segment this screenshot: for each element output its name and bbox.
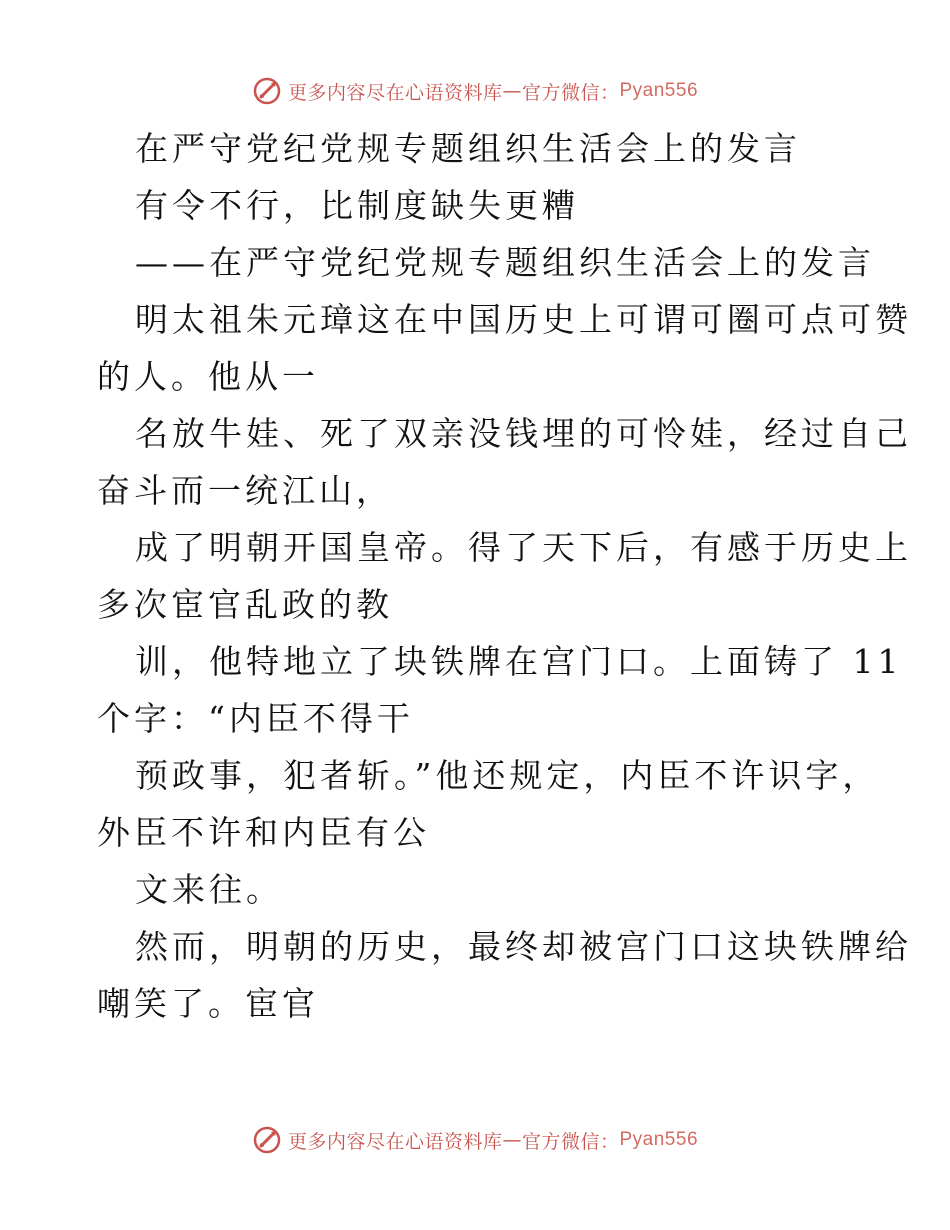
watermark-separator: — bbox=[502, 1129, 522, 1151]
watermark-brand: 更多内容尽在心语资料库 bbox=[287, 81, 503, 104]
watermark-wechat-label: 官方微信： bbox=[521, 81, 620, 104]
watermark-brand: 更多内容尽在心语资料库 bbox=[287, 1130, 503, 1153]
paragraph-line: 文来往。 bbox=[135, 870, 283, 909]
paragraph-line: 然而，明朝的历史，最终却被宫门口这块铁牌给 bbox=[135, 927, 912, 966]
watermark-wechat-id: Pyan556 bbox=[619, 1129, 699, 1150]
logo-icon bbox=[252, 1125, 282, 1155]
document-title: 在严守党纪党规专题组织生活会上的发言 bbox=[135, 129, 801, 168]
paragraph-line: 奋斗而一统江山， bbox=[97, 471, 393, 510]
watermark-wechat-id: Pyan556 bbox=[619, 80, 699, 101]
paragraph-line: 训，他特地立了块铁牌在宫门口。上面铸了 11 bbox=[135, 642, 903, 681]
document-subtitle-note: ——在严守党纪党规专题组织生活会上的发言 bbox=[135, 243, 875, 282]
paragraph-line: 多次宦官乱政的教 bbox=[97, 585, 393, 624]
paragraph-line: 外臣不许和内臣有公 bbox=[97, 813, 430, 852]
watermark-wechat-label: 官方微信： bbox=[521, 1130, 620, 1153]
logo-icon bbox=[252, 76, 282, 106]
paragraph-line: 成了明朝开国皇帝。得了天下后，有感于历史上 bbox=[135, 528, 912, 567]
paragraph-line: 的人。他从一 bbox=[97, 357, 319, 396]
document-subtitle: 有令不行，比制度缺失更糟 bbox=[135, 186, 579, 225]
paragraph-line: 明太祖朱元璋这在中国历史上可谓可圈可点可赞 bbox=[135, 300, 912, 339]
watermark-separator: — bbox=[502, 80, 522, 102]
footer-watermark bbox=[0, 1122, 950, 1158]
document-body bbox=[97, 120, 912, 1032]
header-watermark bbox=[0, 73, 950, 109]
paragraph-line: 个字：“内臣不得干 bbox=[97, 699, 414, 738]
paragraph-line: 预政事，犯者斩。”他还规定，内臣不许识字， bbox=[135, 756, 880, 795]
paragraph-line: 名放牛娃、死了双亲没钱埋的可怜娃，经过自己 bbox=[135, 414, 912, 453]
paragraph-line: 嘲笑了。宦官 bbox=[97, 984, 319, 1023]
